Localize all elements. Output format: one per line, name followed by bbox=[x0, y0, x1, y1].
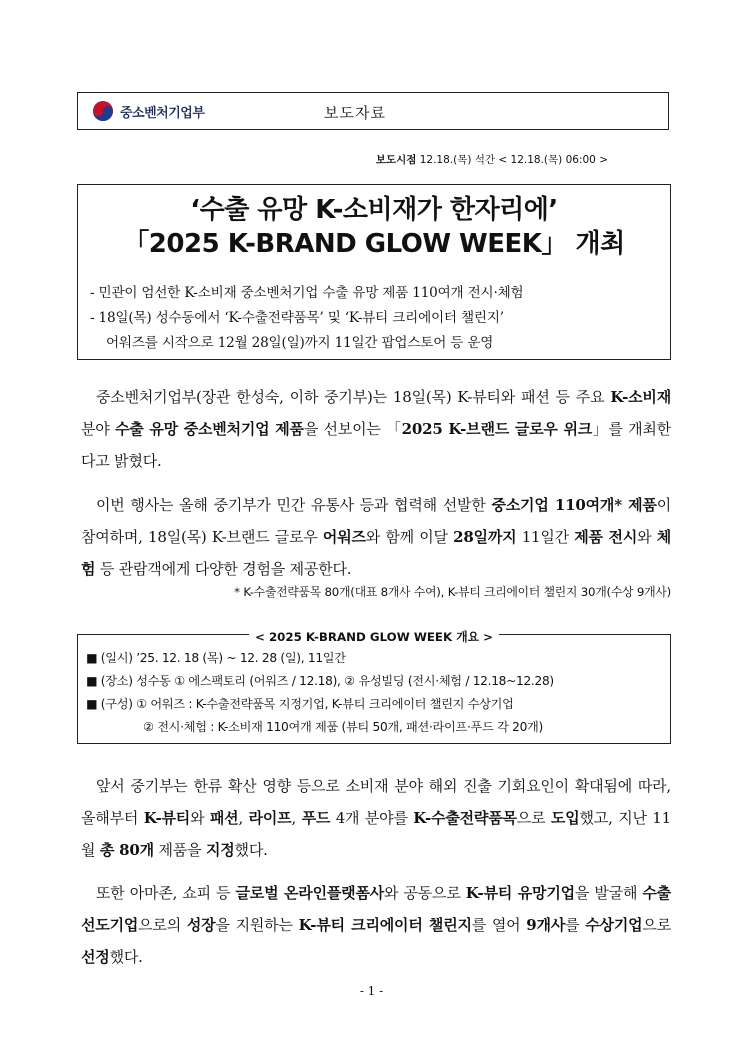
embargo-text: 12.18.(목) 석간 < 12.18.(목) 06:00 > bbox=[419, 154, 608, 166]
page-number: - 1 - bbox=[359, 984, 384, 998]
overview-list bbox=[86, 647, 554, 739]
subtitle-item: 어워즈를 시작으로 12월 28일(일)까지 11일간 팝업스토어 등 운영 bbox=[106, 335, 494, 351]
headline-line-2: 「2025 K-BRAND GLOW WEEK」 개최 bbox=[123, 229, 625, 259]
footnote: * K-수출전략품목 80개(대표 8개사 수여), K-뷰티 크리에이터 챌린지 30개(수상 9개사) bbox=[234, 585, 671, 599]
embargo-label: 보도시점 bbox=[375, 154, 417, 166]
doc-type-label: 보도자료 bbox=[324, 104, 386, 122]
subtitle-item: - 18일(목) 성수동에서 ‘K-수출전략품목’ 및 ‘K-뷰티 크리에이터 챌린지’ bbox=[90, 310, 504, 326]
overview-item: ■ (장소) 성수동 ① 에스팩토리 (어워즈 / 12.18), ② 유성빌딩 (전시·체험 / 12.18~12.28) bbox=[86, 674, 554, 688]
subtitle-item: - 민관이 엄선한 K-소비재 중소벤처기업 수출 유망 제품 110여개 전시·체험 bbox=[90, 285, 524, 301]
overview-item: ■ (일시) ’25. 12. 18 (목) ~ 12. 28 (일), 11일간 bbox=[86, 651, 346, 665]
ministry-name: 중소벤처기업부 bbox=[120, 105, 205, 121]
overview-title: < 2025 K-BRAND GLOW WEEK 개요 > bbox=[78, 626, 670, 645]
taegeuk-logo-icon bbox=[92, 100, 114, 122]
header-box bbox=[77, 92, 669, 130]
headline-line-1: ‘수출 유망 K-소비재가 한자리에’ bbox=[190, 195, 558, 225]
event-overview-box bbox=[77, 630, 671, 744]
title-box bbox=[77, 184, 671, 360]
subtitle-list bbox=[90, 281, 523, 356]
overview-item: ■ (구성) ① 어워즈 : K-수출전략품목 지정기업, K-뷰티 크리에이터 챌린지 수상기업 bbox=[86, 697, 514, 711]
overview-item: ② 전시·체험 : K-소비재 110여개 제품 (뷰티 50개, 패션·라이프·푸드 각 20개) bbox=[143, 720, 543, 734]
body-paragraph-1: 중소벤처기업부(장관 한성숙, 이하 중기부)는 18일(목) K-뷰티와 패션 등 주요 K-소비재 분야 수출 유망 중소벤처기업 제품을 선보이는 「2025 K-브랜드 글로우 위크」를 개최한다고 밝혔다. bbox=[81, 388, 672, 470]
ministry-logo bbox=[92, 100, 204, 122]
embargo-time bbox=[376, 152, 608, 167]
body-paragraph-4: 또한 아마존, 쇼피 등 글로벌 온라인플랫폼사와 공동으로 K-뷰티 유망기업을 발굴해 수출 선도기업으로의 성장을 지원하는 K-뷰티 크리에이터 챌린지를 열어 9개사를 수상기업으로 선정했다. bbox=[81, 884, 671, 966]
body-paragraph-2: 이번 행사는 올해 중기부가 민간 유통사 등과 협력해 선발한 중소기업 110여개* 제품이 참여하며, 18일(목) K-브랜드 글로우 어워즈와 함께 이달 28일까지 11일간 제품 전시와 체험 등 관람객에게 다양한 경험을 제공한다. bbox=[81, 496, 672, 578]
body-paragraph-3: 앞서 중기부는 한류 확산 영향 등으로 소비재 분야 해외 진출 기회요인이 확대됨에 따라, 올해부터 K-뷰티와 패션, 라이프, 푸드 4개 분야를 K-수출전략품목으로 도입했고, 지난 11월 총 80개 제품을 지정했다. bbox=[81, 777, 671, 859]
